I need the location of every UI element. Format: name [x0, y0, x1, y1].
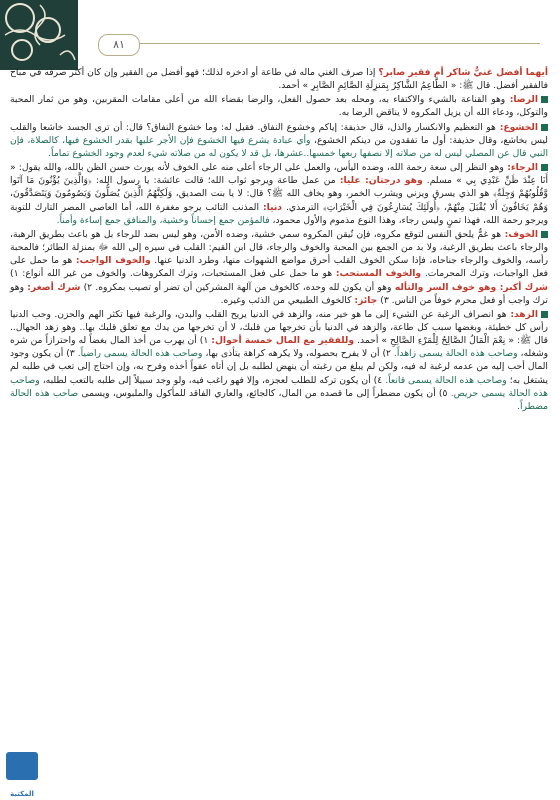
bullet-icon — [541, 231, 548, 238]
paragraph-text: هو غمٌّ يلحق النفس لتوقع مكروه، فإن تُيقن المكروه سمي خشية، وضده الأمن، وهو ليس بضد للرجاء بل هو باعث بطريق الرهبة، والرجاء باعث بطريق الرغبة، ولا بد من الجمع بين المحبة والخوف والرجاء، قال ابن القيم: القلب في سيره إلى الله ﷻ بمنزلة الطائر؛ فالمحبة رأسه، والخوف والرجاء جناحاه، فإذا سكن الخوف القلب أحرق مواضع الشهوات منها، وطرد الدنيا عنها. — [10, 228, 549, 267]
term-heading: الخوف: — [501, 228, 539, 240]
bullet-icon — [541, 164, 548, 171]
highlighted-text: وصاحب هذه الحالة يسمى زاهداً. — [393, 348, 518, 360]
paragraph-zuhd — [10, 308, 548, 413]
page-number: ٨١ — [98, 34, 140, 56]
paragraph-khushu — [10, 121, 548, 160]
paragraph-text: من عمل طاعة ويرجو ثواب الله؛ قالت عائشة: يا رسول الله: ﴿وَالَّذِينَ يُؤْتُونَ مَا آتَوا وَّقُلُوبُهُمْ وَجِلَةٌ﴾ هو الذي يسرق ويزني ويشرب الخمر، وهو يخاف الله ﷺ؟ قال: لا يا بنت الصديق، وَلَكِنَّهُمُ الَّذِينَ يُصَلُّونَ وَيَصُومُونَ وَيَتَصَدَّقُونَ، وَهُمْ يَخَافُونَ أَلا يُقْبَلَ مِنْهُمْ، ﴿أُولَئِكَ يُسَارِعُونَ فِي الْخَيْرَاتِ﴾ الترمذي. — [10, 175, 548, 213]
subheading: دنيا: — [262, 201, 283, 213]
subheading: والخوف الواجب: — [75, 255, 151, 267]
paragraph-raja — [10, 161, 548, 227]
paragraph-text: وهو أن يكون لله وحده، كالخوف من آلهة المشركين أن تضر أو تصيب بمكروه. ٢) — [80, 281, 392, 293]
subheading: وللفقير مع المال خمسة أحوال: — [211, 335, 355, 347]
logo-text: المكتبة — [10, 790, 34, 798]
paragraph-text: ٢) أن لا يفرح بحصوله، ولا يكرهه كراهة يتأذى بها، — [202, 348, 394, 360]
header-rule — [128, 43, 540, 44]
paragraph-text: هو ما حمل على فعل الواجبات، وترك المحرمات. — [10, 255, 548, 280]
question-heading: أيهما أفضل غنيٌّ شاكر أم فقير صابر؟ — [378, 67, 548, 78]
term-heading: الرجاء: — [503, 162, 538, 174]
paragraph-khawf — [10, 228, 548, 307]
term-heading: الرضا: — [505, 94, 539, 106]
bullet-icon — [541, 311, 548, 318]
highlighted-text: وصاحب هذه الحالة يسمى حريص. — [10, 374, 548, 399]
ornament-icon — [0, 0, 78, 70]
bullet-icon — [541, 96, 548, 103]
paragraph-text: ٥) أن يكون مضطراً إلى ما قصده من المال، كالجائع، والعاري الفاقد للمأكول والملبوس، ويسمى — [78, 387, 451, 399]
paragraph-text: ١) أن يهرب من أخذ المال بغضاً له واحترازاً من شره وشغله، — [10, 335, 549, 360]
page-header — [98, 34, 540, 54]
paragraph-text: وهو ترك واجب أو فعل محرم خوفاً من الناس. ٣) — [10, 281, 548, 306]
subheading: شرك أكبر: — [499, 281, 548, 293]
subheading: والخوف المستحب: — [335, 268, 422, 280]
term-heading: الخشوع: — [495, 121, 538, 133]
highlighted-text: فالمؤمن جمع إحساناً وخشية، والمنافق جمع إساءة وأمناً. — [56, 214, 270, 226]
paragraph-text: كالخوف الطبيعي من الذئب وغيره. — [220, 294, 355, 306]
highlighted-text: وصاحب هذه الحالة يسمى راضياً. — [77, 348, 203, 360]
paragraph-text: إذا صرف الغني ماله في طاعة أو ادخره لذلك؛ فهو أفضل من الفقير وإن كان أكثر صرفه في مباح فالفقير أفضل. قال ﷺ: « الطَّاعِمُ الشَّاكِرُ بِمَنزِلَةِ الصَّائِمِ الصَّابِرِ » أحمد. — [10, 67, 548, 92]
subheading: جائز: — [354, 294, 378, 306]
bullet-icon — [541, 124, 548, 131]
paragraph-rida — [10, 93, 548, 119]
paragraph-text: المذنب التائب يرجو مغفرة الله، أما العاصي المصر التارك للتوبة ويرجو رحمة الله، فهذا تمنٍ وليس رجاء، وهذا النوع مذموم والأول محمود، — [10, 201, 548, 226]
book-icon — [6, 752, 38, 780]
subheading: شرك أصغر: — [27, 281, 81, 293]
paragraph-text: هو انصراف الرغبة عن الشيء إلى ما هو خير منه، والزهد في الدنيا يريح القلب والبدن، والرغبة فيها تكثر الهم والحزن. وحب الدنيا رأس كل خطيئة، وبغضها سبب كل طاعة، والزهد في الدنيا بأن تخرجها من قلبك، لا أن تخرجها من يدك مع تعلق قلبك بها.. وهو زهد الجهال.. قال ﷺ: « نِعْمَ الْمَالُ الصَّالِحُ لِلْمَرْءِ الصَّالِحِ » أحمد. — [10, 308, 548, 347]
highlighted-text: وصاحب هذه الحالة يسمى قانعاً. — [385, 374, 507, 386]
subheading: وهو خوف السر والتأله — [391, 281, 500, 293]
paragraph-text: هو التعظيم والانكسار والذل، قال حذيفة: إياكم وخشوع النفاق. فقيل له: وما خشوع النفاق؟ قال: أن ترى الجسد خاشعا والقلب ليس بخاشع، وقال حذيفة: أول ما تفقدون من دينكم الخشوع، — [10, 121, 548, 146]
paragraph-text: هو ما حمل على فعل المستحبات، وترك المكروهات. والخوف من غير الله أنواع: ١) — [10, 268, 336, 280]
highlighted-text: صاحب هذه الحالة مضطراً. — [10, 387, 548, 412]
paragraph-text: وهو القناعة بالشيء والاكتفاء به، ومحله بعد حصول الفعل، والرضا بقضاء الله من أعلى مقامات المقربين، وهو من ثمار المحبة والتوكل، ودعاء الله أن يزيل المكروه لا يناقض الرضا به. — [10, 94, 548, 119]
paragraph-text: وهو النظر إلى سعة رحمة الله، وضده اليأس، والعمل على الرجاء أعلى منه على الخوف لأنه يورث حسن الظن بالله، والله يقول: « أَنَا عِنْدَ ظَنِّ عَبْدِي بِي » مسلم. — [10, 162, 548, 187]
corner-ornament — [0, 0, 78, 70]
highlighted-text: وأي عبادة يشرع فيها الخشوع فإن الأجر عليها بقدر الخشوع فيها، كالصلاة، فإن النبي قال عن المصلي ليس له من صلاته إلا نصفها ربعها خمسها..عشرها، بل قد لا يكون له من صلاته شيء لعدم وجود الخشوع تماماً. — [10, 134, 548, 159]
library-logo — [2, 752, 42, 798]
term-heading: الزهد: — [506, 308, 538, 320]
paragraph-text: ٤) أن يكون تركه للطلب لعجزه، وإلا فهو راغب فيه، ولو وجد سبيلاً إلى طلبه بالتعب لطلبه، — [39, 374, 386, 386]
paragraph-rich-vs-poor — [10, 66, 548, 92]
subheading: وهو درجتان: عليا: — [339, 175, 423, 187]
main-text — [10, 66, 548, 414]
paragraph-text: ٣) أن يكون وجود المال أحب إليه من عدمه لرغبة له فيه، ولكن لم يبلغ من رغبته أن ينهض لطلبه بل إن أتاه عفواً أخذه وفرح به، وإن احتاج إلى تعب في طلبه لم يشتغل به؛ — [10, 348, 548, 386]
